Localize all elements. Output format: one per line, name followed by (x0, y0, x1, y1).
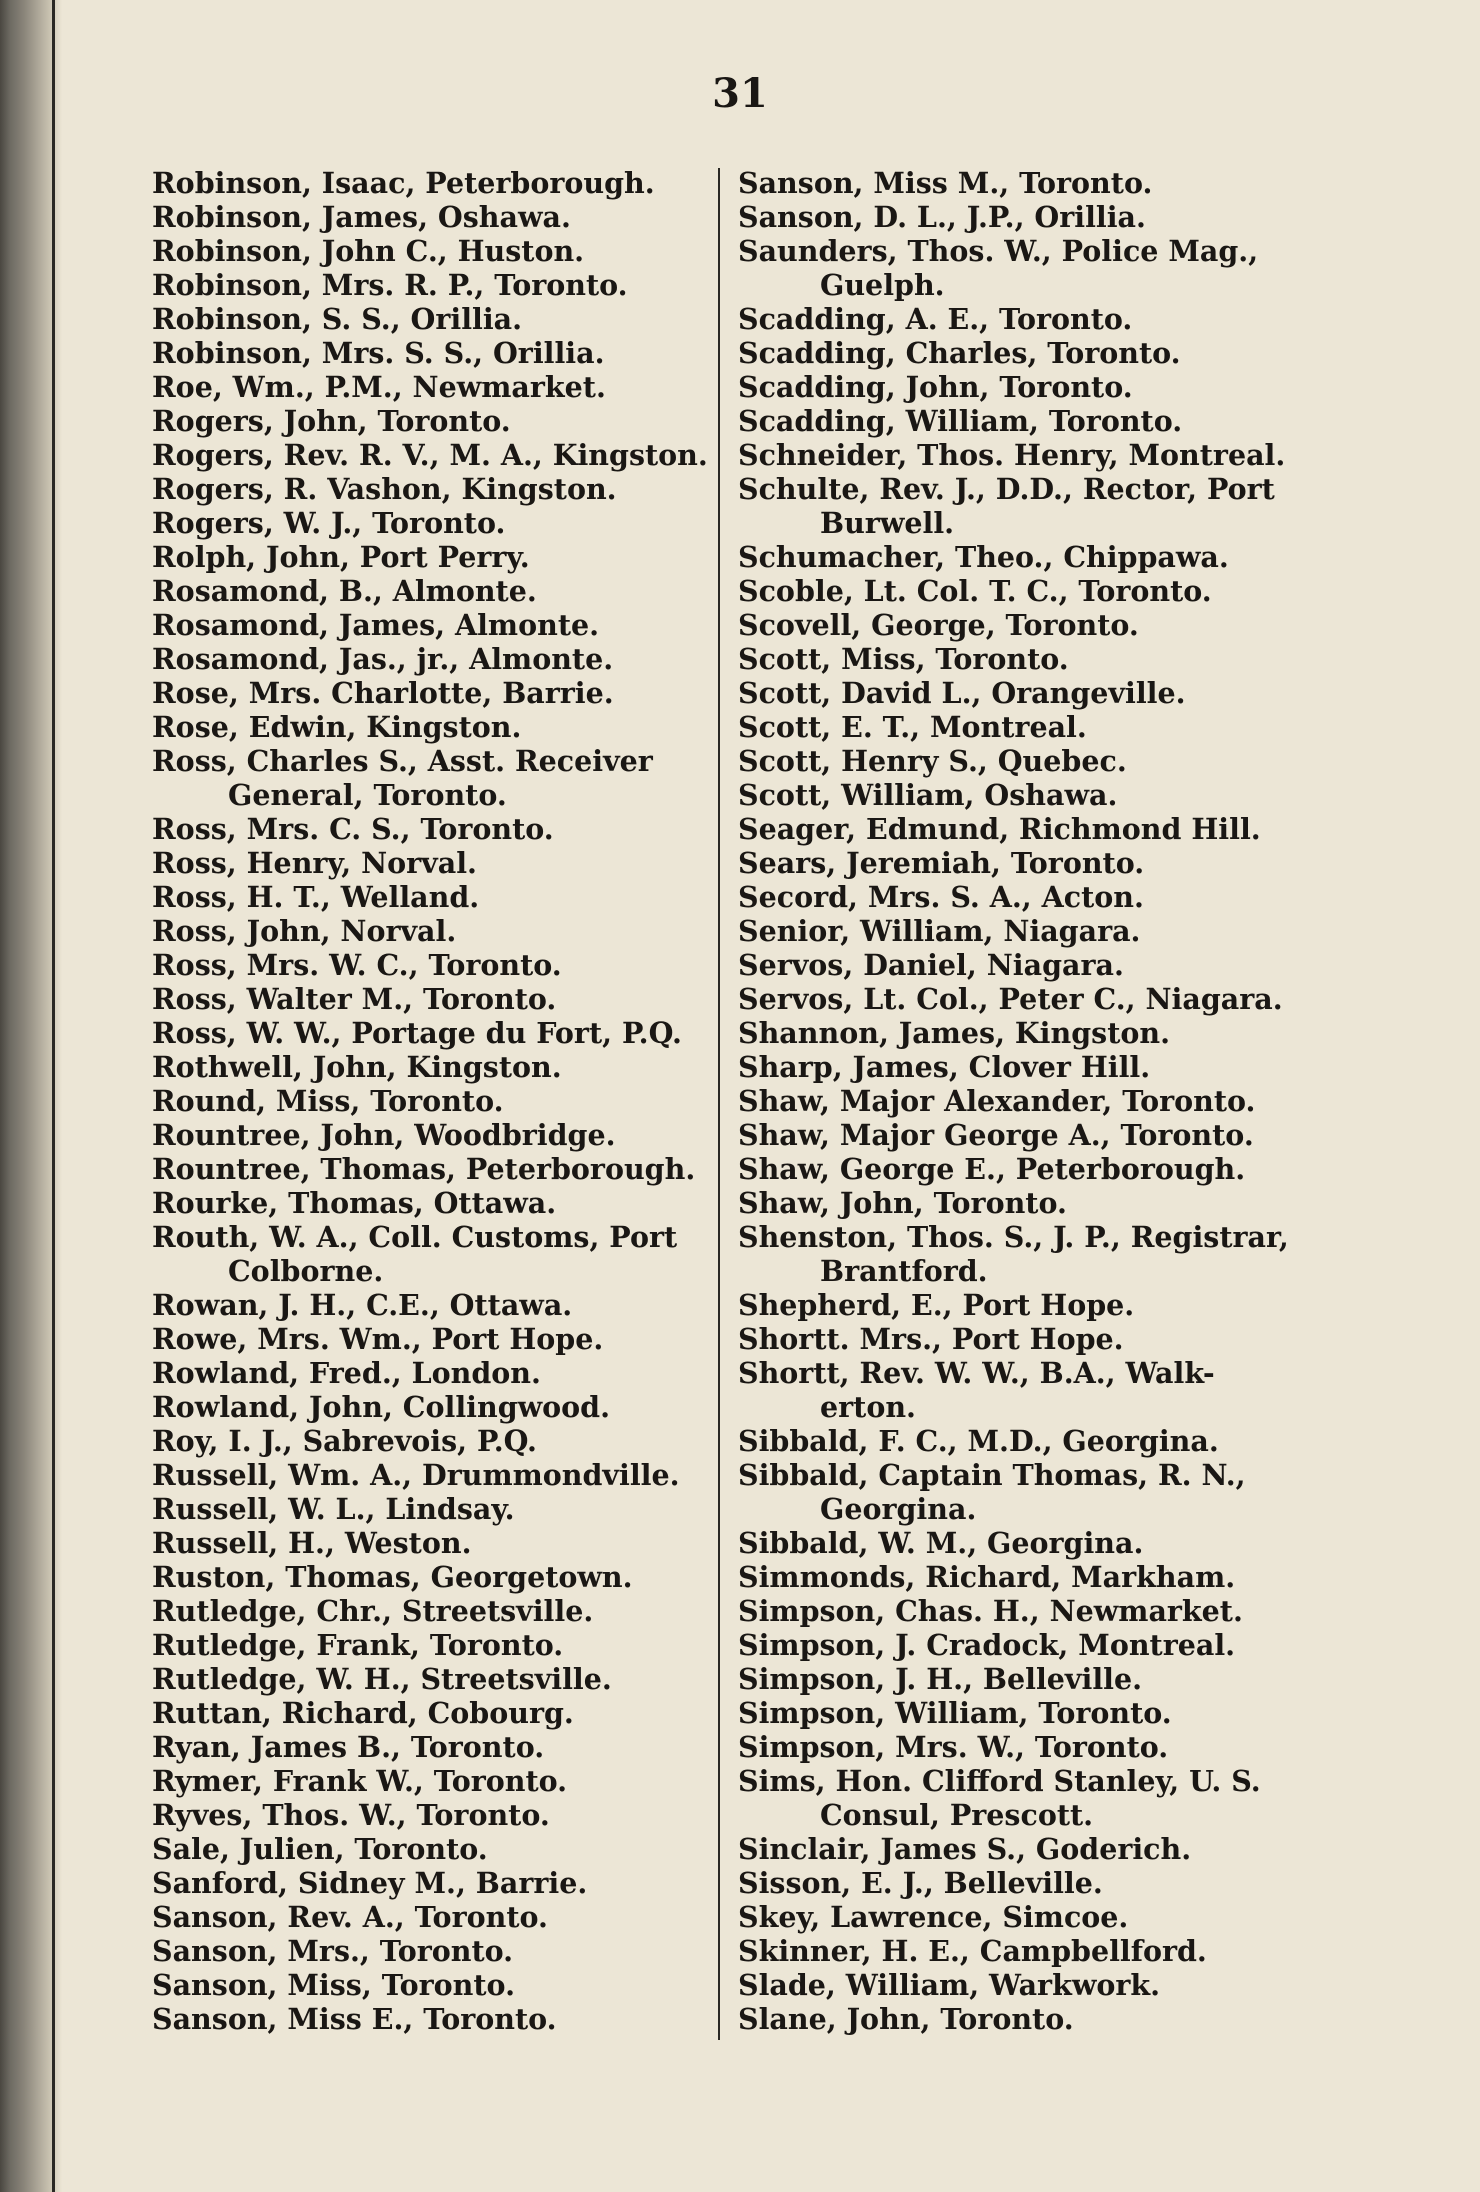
directory-entry: Senior, William, Niagara. (738, 914, 1141, 948)
page-number: 31 (712, 70, 768, 117)
directory-entry: Rutledge, W. H., Streetsville. (152, 1662, 612, 1696)
directory-entry: Rothwell, John, Kingston. (152, 1050, 562, 1084)
directory-entry: Saunders, Thos. W., Police Mag., (738, 234, 1259, 268)
directory-entry: Sanson, Miss M., Toronto. (738, 166, 1153, 200)
directory-entry: Robinson, James, Oshawa. (152, 200, 571, 234)
directory-entry: Sibbald, Captain Thomas, R. N., (738, 1458, 1246, 1492)
directory-entry: Scovell, George, Toronto. (738, 608, 1139, 642)
directory-entry: Slade, William, Warkwork. (738, 1968, 1161, 2002)
directory-entry: Scott, William, Oshawa. (738, 778, 1118, 812)
directory-entry: Shaw, George E., Peterborough. (738, 1152, 1246, 1186)
directory-entry: Ross, Mrs. C. S., Toronto. (152, 812, 554, 846)
directory-entry: Secord, Mrs. S. A., Acton. (738, 880, 1144, 914)
directory-entry: Simpson, J. Cradock, Montreal. (738, 1628, 1236, 1662)
directory-entry: Ross, Walter M., Toronto. (152, 982, 557, 1016)
directory-entry: Rountree, Thomas, Peterborough. (152, 1152, 696, 1186)
directory-entry: Sanson, D. L., J.P., Orillia. (738, 200, 1146, 234)
directory-entry: Ross, Charles S., Asst. Receiver (152, 744, 653, 778)
directory-entry: Scott, Henry S., Quebec. (738, 744, 1127, 778)
directory-entry: Sinclair, James S., Goderich. (738, 1832, 1192, 1866)
directory-entry: Rowland, Fred., London. (152, 1356, 541, 1390)
directory-entry-continuation: Georgina. (820, 1492, 977, 1526)
directory-entry: Shortt. Mrs., Port Hope. (738, 1322, 1124, 1356)
directory-entry: Simpson, J. H., Belleville. (738, 1662, 1143, 1696)
directory-entry: Servos, Daniel, Niagara. (738, 948, 1124, 982)
directory-entry: Ross, W. W., Portage du Fort, P.Q. (152, 1016, 682, 1050)
directory-entry: Shortt, Rev. W. W., B.A., Walk- (738, 1356, 1215, 1390)
directory-entry: Scoble, Lt. Col. T. C., Toronto. (738, 574, 1212, 608)
directory-entry: Rowan, J. H., C.E., Ottawa. (152, 1288, 573, 1322)
directory-entry: Robinson, Mrs. S. S., Orillia. (152, 336, 605, 370)
directory-entry-continuation: Consul, Prescott. (820, 1798, 1094, 1832)
directory-entry: Scott, David L., Orangeville. (738, 676, 1186, 710)
directory-entry: Robinson, John C., Huston. (152, 234, 585, 268)
directory-entry: Sisson, E. J., Belleville. (738, 1866, 1103, 1900)
directory-entry: Shaw, Major George A., Toronto. (738, 1118, 1254, 1152)
directory-entry: Robinson, Isaac, Peterborough. (152, 166, 655, 200)
directory-entry: Ruston, Thomas, Georgetown. (152, 1560, 633, 1594)
directory-entry: Shepherd, E., Port Hope. (738, 1288, 1135, 1322)
directory-entry: Sears, Jeremiah, Toronto. (738, 846, 1145, 880)
directory-entry: Roe, Wm., P.M., Newmarket. (152, 370, 606, 404)
directory-entry: Scadding, Charles, Toronto. (738, 336, 1181, 370)
directory-entry: Rutledge, Frank, Toronto. (152, 1628, 564, 1662)
directory-entry: Ruttan, Richard, Cobourg. (152, 1696, 574, 1730)
directory-entry: Routh, W. A., Coll. Customs, Port (152, 1220, 678, 1254)
directory-entry: Simpson, Chas. H., Newmarket. (738, 1594, 1243, 1628)
directory-entry-continuation: General, Toronto. (228, 778, 507, 812)
directory-entry: Schumacher, Theo., Chippawa. (738, 540, 1229, 574)
left-column (152, 166, 708, 2036)
directory-entry-continuation: erton. (820, 1390, 916, 1424)
directory-entry: Skinner, H. E., Campbellford. (738, 1934, 1207, 1968)
directory-entry-continuation: Guelph. (820, 268, 945, 302)
directory-entry-continuation: Brantford. (820, 1254, 988, 1288)
directory-entry: Rogers, John, Toronto. (152, 404, 511, 438)
directory-entry: Russell, W. L., Lindsay. (152, 1492, 515, 1526)
directory-entry: Sharp, James, Clover Hill. (738, 1050, 1151, 1084)
directory-entry: Russell, Wm. A., Drummondville. (152, 1458, 680, 1492)
directory-entry: Rosamond, James, Almonte. (152, 608, 600, 642)
directory-entry: Rogers, Rev. R. V., M. A., Kingston. (152, 438, 708, 472)
directory-entry: Rowland, John, Collingwood. (152, 1390, 611, 1424)
directory-entry: Robinson, S. S., Orillia. (152, 302, 523, 336)
directory-entry: Shaw, Major Alexander, Toronto. (738, 1084, 1256, 1118)
directory-entry: Sibbald, F. C., M.D., Georgina. (738, 1424, 1219, 1458)
directory-entry: Rose, Edwin, Kingston. (152, 710, 522, 744)
directory-entry-continuation: Burwell. (820, 506, 955, 540)
directory-entry: Sale, Julien, Toronto. (152, 1832, 488, 1866)
directory-entry: Rogers, R. Vashon, Kingston. (152, 472, 617, 506)
directory-entry: Skey, Lawrence, Simcoe. (738, 1900, 1129, 1934)
directory-entry: Robinson, Mrs. R. P., Toronto. (152, 268, 628, 302)
directory-entry: Rosamond, Jas., jr., Almonte. (152, 642, 614, 676)
directory-entry: Ross, Mrs. W. C., Toronto. (152, 948, 562, 982)
directory-entry: Shaw, John, Toronto. (738, 1186, 1067, 1220)
directory-entry: Simpson, William, Toronto. (738, 1696, 1172, 1730)
directory-entry: Ryves, Thos. W., Toronto. (152, 1798, 550, 1832)
directory-entry: Rountree, John, Woodbridge. (152, 1118, 616, 1152)
directory-entry: Scott, E. T., Montreal. (738, 710, 1087, 744)
directory-entry: Roy, I. J., Sabrevois, P.Q. (152, 1424, 537, 1458)
directory-entry: Simpson, Mrs. W., Toronto. (738, 1730, 1169, 1764)
directory-entry: Ryan, James B., Toronto. (152, 1730, 545, 1764)
directory-entry: Scott, Miss, Toronto. (738, 642, 1069, 676)
directory-entry: Rose, Mrs. Charlotte, Barrie. (152, 676, 614, 710)
directory-entry: Scadding, A. E., Toronto. (738, 302, 1133, 336)
directory-entry-continuation: Colborne. (228, 1254, 384, 1288)
directory-entry: Sanson, Rev. A., Toronto. (152, 1900, 548, 1934)
directory-entry: Schulte, Rev. J., D.D., Rector, Port (738, 472, 1275, 506)
directory-entry: Simmonds, Richard, Markham. (738, 1560, 1236, 1594)
directory-entry: Sims, Hon. Clifford Stanley, U. S. (738, 1764, 1261, 1798)
directory-entry: Sanson, Miss, Toronto. (152, 1968, 515, 2002)
directory-entry: Ross, Henry, Norval. (152, 846, 477, 880)
directory-entry: Schneider, Thos. Henry, Montreal. (738, 438, 1286, 472)
directory-entry: Rosamond, B., Almonte. (152, 574, 537, 608)
directory-entry: Russell, H., Weston. (152, 1526, 472, 1560)
directory-entry: Shenston, Thos. S., J. P., Registrar, (738, 1220, 1289, 1254)
directory-entry: Rolph, John, Port Perry. (152, 540, 530, 574)
directory-entry: Shannon, James, Kingston. (738, 1016, 1171, 1050)
directory-entry: Sanson, Mrs., Toronto. (152, 1934, 514, 1968)
page-edge-rule (52, 0, 55, 2192)
directory-entry: Rourke, Thomas, Ottawa. (152, 1186, 557, 1220)
directory-entry: Rogers, W. J., Toronto. (152, 506, 506, 540)
directory-entry: Sibbald, W. M., Georgina. (738, 1526, 1144, 1560)
right-column (738, 166, 1293, 2036)
directory-entry: Rymer, Frank W., Toronto. (152, 1764, 568, 1798)
directory-entry: Slane, John, Toronto. (738, 2002, 1074, 2036)
directory-entry: Ross, H. T., Welland. (152, 880, 480, 914)
directory-entry: Sanford, Sidney M., Barrie. (152, 1866, 588, 1900)
directory-entry: Scadding, William, Toronto. (738, 404, 1183, 438)
directory-entry: Round, Miss, Toronto. (152, 1084, 504, 1118)
directory-entry: Seager, Edmund, Richmond Hill. (738, 812, 1261, 846)
directory-entry: Ross, John, Norval. (152, 914, 457, 948)
directory-entry: Scadding, John, Toronto. (738, 370, 1133, 404)
directory-entry: Servos, Lt. Col., Peter C., Niagara. (738, 982, 1283, 1016)
directory-entry: Rowe, Mrs. Wm., Port Hope. (152, 1322, 604, 1356)
directory-entry: Rutledge, Chr., Streetsville. (152, 1594, 594, 1628)
column-divider (718, 168, 720, 2040)
directory-entry: Sanson, Miss E., Toronto. (152, 2002, 557, 2036)
